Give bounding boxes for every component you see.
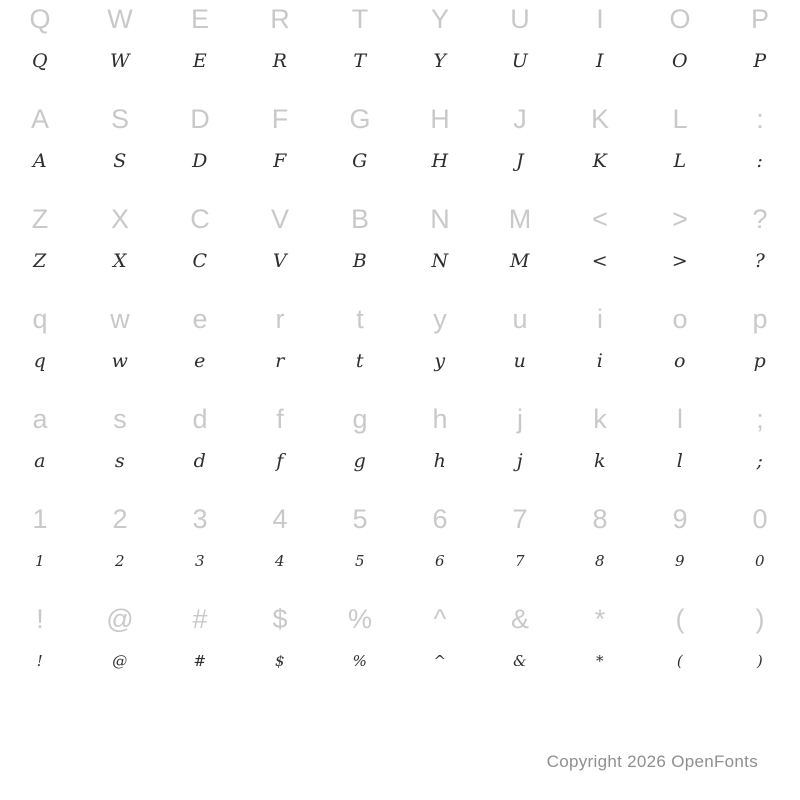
font-glyph-sample: 5 (354, 551, 366, 570)
font-glyph-sample: 1 (34, 551, 46, 570)
character-cell (160, 200, 240, 300)
key-label: V (270, 203, 289, 234)
key-label: w (110, 303, 130, 334)
character-cell (0, 200, 80, 300)
font-glyph-sample: # (193, 651, 207, 670)
key-label: Y (430, 3, 449, 34)
character-cell (400, 100, 480, 200)
character-cell (640, 0, 720, 100)
character-cell (80, 100, 160, 200)
font-glyph-sample: 4 (274, 551, 286, 570)
font-glyph-sample: F (273, 149, 287, 172)
character-cell (480, 0, 560, 100)
character-cell (160, 300, 240, 400)
key-label: B (350, 203, 369, 234)
key-label: # (192, 603, 208, 634)
font-glyph-sample: y (434, 349, 446, 372)
font-glyph-sample: u (513, 349, 527, 372)
key-label: ) (755, 603, 765, 634)
font-glyph-sample: p (753, 349, 767, 372)
character-cell (640, 400, 720, 500)
character-cell (320, 400, 400, 500)
font-glyph-sample: Q (31, 49, 49, 72)
key-label: W (107, 3, 133, 34)
key-label: 9 (672, 503, 688, 534)
font-glyph-sample: o (674, 349, 686, 372)
font-glyph-sample: ; (756, 449, 764, 472)
character-cell (240, 500, 320, 600)
key-label: D (190, 103, 210, 134)
font-glyph-sample: ( (676, 651, 684, 670)
character-cell (80, 300, 160, 400)
character-cell (560, 600, 640, 700)
key-label: ! (36, 603, 44, 634)
character-cell (560, 0, 640, 100)
key-label: u (512, 303, 528, 334)
character-cell (80, 400, 160, 500)
font-glyph-sample: a (34, 449, 46, 472)
key-label: 7 (512, 503, 528, 534)
character-cell (720, 600, 800, 700)
key-label: S (110, 103, 129, 134)
character-cell (320, 300, 400, 400)
key-label: f (276, 403, 284, 434)
character-cell (640, 300, 720, 400)
font-glyph-sample: g (353, 449, 367, 472)
character-cell (240, 100, 320, 200)
font-glyph-sample: ! (36, 651, 44, 670)
font-glyph-sample: 2 (114, 551, 126, 570)
key-label: 2 (112, 503, 128, 534)
key-label: 5 (352, 503, 368, 534)
key-label: r (275, 303, 285, 334)
key-label: y (433, 303, 447, 334)
character-cell (720, 400, 800, 500)
key-label: l (677, 403, 683, 434)
character-cell (320, 500, 400, 600)
font-glyph-sample: 7 (514, 551, 526, 570)
character-cell (640, 600, 720, 700)
font-glyph-sample: j (516, 449, 524, 472)
key-label: $ (272, 603, 288, 634)
character-cell (400, 500, 480, 600)
key-label: ? (752, 203, 768, 234)
key-label: H (430, 103, 450, 134)
key-label: t (356, 303, 364, 334)
key-label: 8 (592, 503, 608, 534)
key-label: & (510, 603, 529, 634)
character-cell (320, 600, 400, 700)
font-glyph-sample: $ (274, 651, 286, 670)
key-label: 1 (32, 503, 48, 534)
character-cell (560, 200, 640, 300)
key-label: 4 (272, 503, 288, 534)
character-cell (560, 100, 640, 200)
character-cell (0, 500, 80, 600)
font-glyph-sample: Z (33, 249, 47, 272)
key-label: K (590, 103, 609, 134)
key-label: N (430, 203, 450, 234)
font-glyph-sample: A (32, 149, 48, 172)
font-glyph-sample: r (275, 349, 285, 372)
key-label: ( (675, 603, 685, 634)
key-label: ; (756, 403, 764, 434)
character-cell (160, 0, 240, 100)
character-cell (160, 400, 240, 500)
font-glyph-sample: q (33, 349, 47, 372)
font-glyph-sample: ) (756, 651, 764, 670)
key-label: M (508, 203, 532, 234)
key-label: * (594, 603, 606, 634)
key-label: R (270, 3, 290, 34)
font-glyph-sample: i (596, 349, 604, 372)
character-cell (80, 600, 160, 700)
key-label: Q (29, 3, 51, 34)
character-cell (480, 500, 560, 600)
key-label: i (597, 303, 603, 334)
key-label: Z (31, 203, 49, 234)
character-cell (640, 100, 720, 200)
key-label: h (432, 403, 448, 434)
key-label: % (347, 603, 372, 634)
key-label: P (750, 3, 769, 34)
key-label: F (271, 103, 289, 134)
key-label: : (756, 103, 764, 134)
key-label: T (351, 3, 369, 34)
character-cell (400, 0, 480, 100)
font-glyph-sample: W (109, 49, 131, 72)
font-glyph-sample: H (431, 149, 449, 172)
character-cell (480, 200, 560, 300)
character-cell (80, 500, 160, 600)
character-cell (320, 0, 400, 100)
font-glyph-sample: E (192, 49, 208, 72)
key-label: A (30, 103, 49, 134)
font-glyph-sample: e (194, 349, 206, 372)
copyright-notice: Copyright 2026 OpenFonts (546, 752, 758, 771)
key-label: X (110, 203, 129, 234)
key-label: p (752, 303, 768, 334)
font-glyph-sample: L (673, 149, 687, 172)
font-glyph-sample: B (352, 249, 368, 272)
key-label: a (32, 403, 48, 434)
character-cell (0, 100, 80, 200)
key-label: o (672, 303, 688, 334)
font-glyph-sample: I (595, 49, 604, 72)
font-glyph-sample: K (592, 149, 608, 172)
font-glyph-sample: ^ (433, 651, 447, 670)
font-glyph-sample: < (591, 249, 609, 272)
key-label: 3 (192, 503, 208, 534)
key-label: 6 (432, 503, 448, 534)
font-glyph-sample: k (593, 449, 606, 472)
character-cell (160, 500, 240, 600)
character-cell (640, 500, 720, 600)
font-glyph-sample: G (352, 149, 368, 172)
font-glyph-sample: & (513, 651, 527, 670)
key-label: U (510, 3, 530, 34)
key-label: L (672, 103, 688, 134)
character-cell (0, 600, 80, 700)
font-glyph-sample: R (272, 49, 288, 72)
key-label: < (592, 203, 608, 234)
font-glyph-sample: P (753, 49, 767, 72)
character-cell (560, 400, 640, 500)
font-glyph-sample: 0 (754, 551, 766, 570)
character-cell (240, 400, 320, 500)
font-glyph-sample: Y (433, 49, 447, 72)
key-label: s (113, 403, 127, 434)
character-cell (720, 100, 800, 200)
font-glyph-sample: U (511, 49, 529, 72)
key-label: j (517, 403, 523, 434)
character-cell (320, 100, 400, 200)
font-glyph-sample: O (671, 49, 689, 72)
character-cell (400, 300, 480, 400)
font-glyph-sample: V (272, 249, 288, 272)
font-glyph-sample: % (352, 651, 368, 670)
character-cell (400, 200, 480, 300)
font-glyph-sample: w (111, 349, 129, 372)
key-label: G (349, 103, 371, 134)
character-cell (480, 300, 560, 400)
character-cell (160, 100, 240, 200)
character-cell (480, 600, 560, 700)
character-cell (480, 100, 560, 200)
font-glyph-sample: * (596, 651, 604, 670)
character-cell (720, 300, 800, 400)
character-cell (240, 0, 320, 100)
character-cell (320, 200, 400, 300)
key-label: g (352, 403, 368, 434)
key-label: O (669, 3, 691, 34)
character-cell (480, 400, 560, 500)
key-label: I (596, 3, 604, 34)
font-glyph-sample: M (510, 249, 530, 272)
font-glyph-sample: 6 (434, 551, 446, 570)
font-glyph-sample: t (355, 349, 365, 372)
character-cell (720, 200, 800, 300)
key-label: ^ (433, 603, 447, 634)
font-glyph-sample: C (192, 249, 208, 272)
character-cell (0, 300, 80, 400)
font-glyph-sample: > (671, 249, 689, 272)
character-cell (400, 400, 480, 500)
font-glyph-sample: S (113, 149, 127, 172)
key-label: J (513, 103, 527, 134)
font-glyph-sample: 8 (594, 551, 606, 570)
key-label: d (192, 403, 208, 434)
character-cell (720, 500, 800, 600)
key-label: q (32, 303, 48, 334)
character-cell (240, 600, 320, 700)
font-glyph-sample: h (433, 449, 447, 472)
key-label: e (192, 303, 208, 334)
character-cell (400, 600, 480, 700)
character-cell (240, 300, 320, 400)
font-glyph-sample: ? (754, 249, 766, 272)
font-glyph-sample: T (353, 49, 367, 72)
key-label: E (190, 3, 209, 34)
character-cell (560, 300, 640, 400)
font-glyph-sample: s (114, 449, 126, 472)
font-glyph-sample: : (756, 149, 764, 172)
key-label: C (190, 203, 210, 234)
font-glyph-sample: @ (112, 651, 128, 670)
key-label: k (593, 403, 607, 434)
character-cell (560, 500, 640, 600)
font-glyph-sample: D (192, 149, 208, 172)
character-cell (640, 200, 720, 300)
key-label: > (672, 203, 688, 234)
font-glyph-sample: f (276, 449, 284, 472)
font-glyph-sample: N (431, 249, 449, 272)
font-glyph-sample: J (515, 149, 525, 172)
font-glyph-sample: 3 (194, 551, 206, 570)
font-glyph-sample: l (676, 449, 684, 472)
character-cell (160, 600, 240, 700)
character-cell (0, 400, 80, 500)
key-label: 0 (752, 503, 768, 534)
character-cell (80, 0, 160, 100)
key-label: @ (106, 603, 134, 634)
character-cell (80, 200, 160, 300)
character-cell (720, 0, 800, 100)
font-glyph-sample: 9 (674, 551, 686, 570)
font-glyph-sample: d (193, 449, 207, 472)
font-glyph-sample: X (112, 249, 128, 272)
character-cell (240, 200, 320, 300)
character-cell (0, 0, 80, 100)
